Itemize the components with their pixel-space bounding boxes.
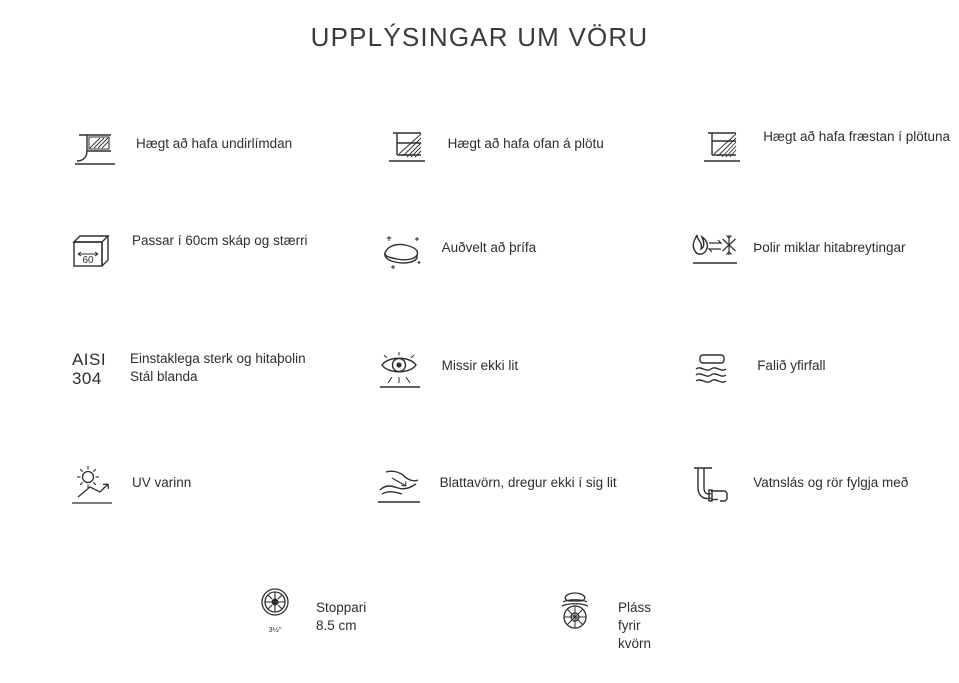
- aisi-304-steel-icon: [60, 340, 118, 398]
- feature-label: Falið yfirfall: [757, 358, 826, 373]
- flushmount-sink-icon: [693, 118, 751, 176]
- cabinet-size-text: 60: [82, 255, 94, 266]
- easy-clean-sponge-icon: [372, 222, 430, 280]
- feature-cabinet-60cm: [0, 222, 320, 340]
- feature-label: Þolir miklar hitabreytingar: [753, 240, 906, 255]
- stain-resistant-icon: [370, 457, 428, 515]
- feature-label: Vatnslás og rör fylgja með: [753, 475, 909, 490]
- strainer-icon: [246, 582, 304, 634]
- drain-pipe-icon: [683, 457, 741, 515]
- colorfast-eye-icon: [372, 340, 430, 398]
- feature-hidden-overflow: [639, 340, 959, 457]
- temperature-resistance-icon: [683, 222, 741, 280]
- aisi-line1: AISI: [71, 350, 107, 369]
- feature-label: Auðvelt að þrífa: [441, 240, 537, 255]
- topmount-sink-icon: [378, 118, 436, 176]
- feature-drain-pipe: [639, 457, 959, 567]
- feature-stain-resistant: [320, 457, 640, 567]
- features-row: [0, 118, 959, 222]
- feature-easy-clean: [320, 222, 640, 340]
- feature-colorfast: [320, 340, 640, 457]
- feature-temperature-resistance: [639, 222, 959, 340]
- feature-waste-disposal: [320, 582, 652, 653]
- feature-topmount-sink: [320, 118, 640, 222]
- feature-undermount-sink: [0, 118, 320, 222]
- features-row: [0, 457, 959, 567]
- features-grid: [0, 118, 959, 567]
- features-row: [0, 222, 959, 340]
- bottom-features-row: [0, 582, 959, 653]
- feature-label: Hægt að hafa fræstan í plötuna: [763, 129, 951, 144]
- uv-resistant-sun-icon: [62, 457, 120, 515]
- feature-label: Hægt að hafa undirlímdan: [136, 136, 293, 151]
- feature-label: Einstaklega sterk og hitaþolin Stál blanda: [130, 351, 306, 384]
- strainer-size-text: 3½": [268, 625, 282, 634]
- hidden-overflow-icon: [687, 340, 745, 398]
- features-row: [0, 340, 959, 457]
- undermount-sink-icon: [66, 118, 124, 176]
- feature-label: Passar í 60cm skáp og stærri: [132, 233, 308, 248]
- feature-flushmount-sink: [639, 118, 959, 222]
- feature-aisi-304: [0, 340, 320, 457]
- cabinet-60cm-icon: [62, 222, 120, 280]
- feature-strainer: [0, 582, 367, 653]
- feature-label: UV varinn: [132, 475, 192, 490]
- feature-label: Blattavörn, dregur ekki í sig lit: [439, 475, 617, 490]
- feature-label: Missir ekki lit: [441, 358, 519, 373]
- waste-disposal-icon: [548, 582, 606, 640]
- feature-label: Pláss fyrir kvörn: [618, 600, 652, 651]
- aisi-line2: 304: [71, 369, 102, 388]
- feature-uv-resistant: [0, 457, 320, 567]
- feature-label: Stoppari 8.5 cm: [316, 600, 367, 633]
- page-title: UPPLÝSINGAR UM VÖRU: [310, 22, 649, 52]
- feature-label: Hægt að hafa ofan á plötu: [447, 136, 604, 151]
